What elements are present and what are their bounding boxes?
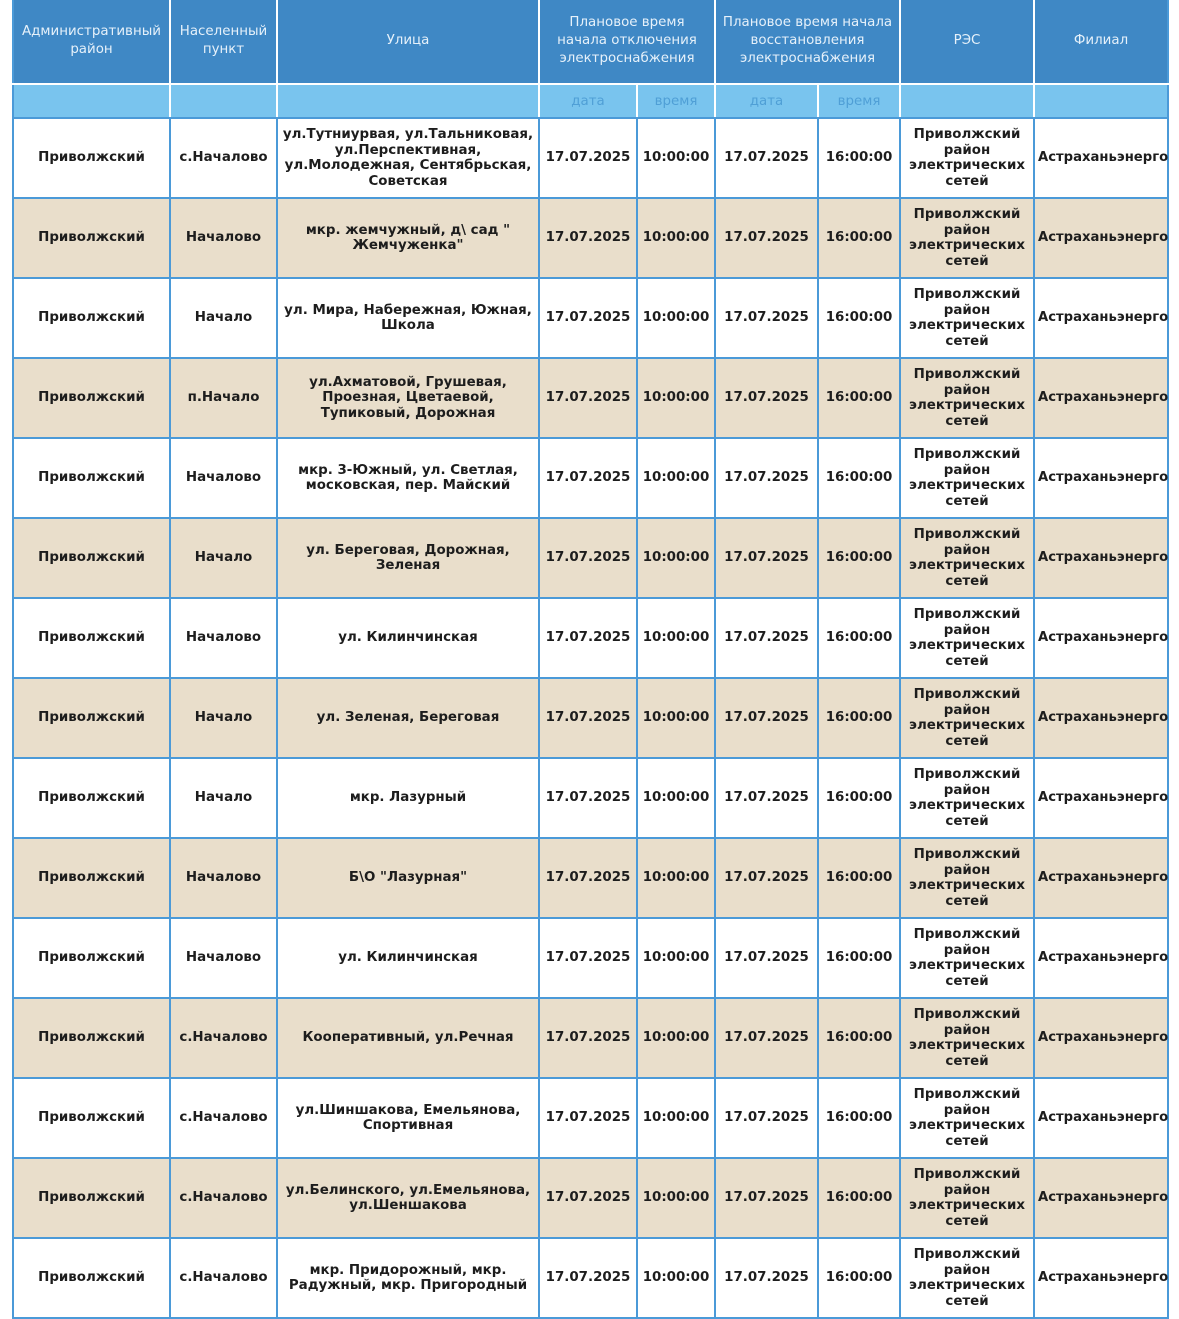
cell-restore-date: 17.07.2025 (715, 998, 818, 1078)
cell-off-date: 17.07.2025 (539, 438, 637, 518)
header-restore-start: Плановое время начала восстановления электроснабжения (715, 0, 900, 84)
cell-street: ул. Береговая, Дорожная, Зеленая (277, 518, 539, 598)
subheader-empty (1034, 84, 1168, 118)
cell-off-time: 10:00:00 (637, 918, 715, 998)
cell-district: Приволжский (13, 198, 170, 278)
cell-off-date: 17.07.2025 (539, 1238, 637, 1318)
cell-district: Приволжский (13, 518, 170, 598)
table-row (13, 278, 1168, 358)
cell-off-date: 17.07.2025 (539, 518, 637, 598)
cell-street: мкр. 3-Южный, ул. Светлая, московская, пер. Майский (277, 438, 539, 518)
table-row (13, 358, 1168, 438)
cell-off-time: 10:00:00 (637, 598, 715, 678)
cell-off-time: 10:00:00 (637, 998, 715, 1078)
cell-res: Приволжский район электрических сетей (900, 678, 1034, 758)
subheader-off-date: дата (539, 84, 637, 118)
subheader-empty (170, 84, 277, 118)
cell-off-time: 10:00:00 (637, 838, 715, 918)
cell-street: ул.Белинского, ул.Емельянова, ул.Шеншакова (277, 1158, 539, 1238)
cell-branch: Астраханьэнерго (1034, 1238, 1168, 1318)
cell-district: Приволжский (13, 358, 170, 438)
table-header (13, 0, 1168, 118)
header-row (13, 0, 1168, 84)
cell-street: ул. Зеленая, Береговая (277, 678, 539, 758)
cell-locality: Началово (170, 598, 277, 678)
cell-street: мкр. Придорожный, мкр. Радужный, мкр. Пригородный (277, 1238, 539, 1318)
cell-district: Приволжский (13, 1238, 170, 1318)
cell-res: Приволжский район электрических сетей (900, 358, 1034, 438)
cell-district: Приволжский (13, 278, 170, 358)
cell-locality: Начало (170, 678, 277, 758)
cell-restore-time: 16:00:00 (818, 918, 900, 998)
cell-off-time: 10:00:00 (637, 1238, 715, 1318)
table-row (13, 1158, 1168, 1238)
cell-branch: Астраханьэнерго (1034, 758, 1168, 838)
cell-off-date: 17.07.2025 (539, 678, 637, 758)
header-locality: Населенный пункт (170, 0, 277, 84)
cell-off-date: 17.07.2025 (539, 1078, 637, 1158)
cell-off-time: 10:00:00 (637, 438, 715, 518)
cell-branch: Астраханьэнерго (1034, 678, 1168, 758)
cell-locality: Начало (170, 278, 277, 358)
cell-street: Кооперативный, ул.Речная (277, 998, 539, 1078)
cell-restore-date: 17.07.2025 (715, 118, 818, 198)
cell-res: Приволжский район электрических сетей (900, 598, 1034, 678)
cell-off-time: 10:00:00 (637, 1158, 715, 1238)
subheader-empty (277, 84, 539, 118)
cell-branch: Астраханьэнерго (1034, 998, 1168, 1078)
subheader-empty (13, 84, 170, 118)
header-street: Улица (277, 0, 539, 84)
table-row (13, 1078, 1168, 1158)
cell-branch: Астраханьэнерго (1034, 1158, 1168, 1238)
cell-restore-date: 17.07.2025 (715, 198, 818, 278)
cell-restore-time: 16:00:00 (818, 678, 900, 758)
cell-off-time: 10:00:00 (637, 518, 715, 598)
cell-district: Приволжский (13, 1158, 170, 1238)
subheader-row (13, 84, 1168, 118)
cell-branch: Астраханьэнерго (1034, 1078, 1168, 1158)
cell-branch: Астраханьэнерго (1034, 278, 1168, 358)
cell-restore-time: 16:00:00 (818, 598, 900, 678)
header-district: Административный район (13, 0, 170, 84)
cell-restore-time: 16:00:00 (818, 358, 900, 438)
cell-locality: с.Началово (170, 118, 277, 198)
cell-district: Приволжский (13, 598, 170, 678)
table-row (13, 998, 1168, 1078)
cell-restore-time: 16:00:00 (818, 198, 900, 278)
cell-res: Приволжский район электрических сетей (900, 518, 1034, 598)
cell-district: Приволжский (13, 838, 170, 918)
subheader-restore-time: время (818, 84, 900, 118)
cell-res: Приволжский район электрических сетей (900, 1078, 1034, 1158)
cell-off-date: 17.07.2025 (539, 758, 637, 838)
cell-restore-date: 17.07.2025 (715, 678, 818, 758)
table-row (13, 118, 1168, 198)
cell-restore-time: 16:00:00 (818, 118, 900, 198)
cell-restore-date: 17.07.2025 (715, 518, 818, 598)
cell-street: мкр. Лазурный (277, 758, 539, 838)
subheader-restore-date: дата (715, 84, 818, 118)
cell-off-time: 10:00:00 (637, 1078, 715, 1158)
table-row (13, 198, 1168, 278)
cell-off-date: 17.07.2025 (539, 278, 637, 358)
cell-off-time: 10:00:00 (637, 678, 715, 758)
cell-restore-time: 16:00:00 (818, 998, 900, 1078)
outage-schedule-table (12, 0, 1169, 1319)
cell-restore-date: 17.07.2025 (715, 758, 818, 838)
cell-restore-time: 16:00:00 (818, 1078, 900, 1158)
cell-locality: Началово (170, 438, 277, 518)
cell-district: Приволжский (13, 1078, 170, 1158)
table-row (13, 838, 1168, 918)
cell-branch: Астраханьэнерго (1034, 518, 1168, 598)
cell-street: мкр. жемчужный, д\ сад " Жемчуженка" (277, 198, 539, 278)
cell-branch: Астраханьэнерго (1034, 198, 1168, 278)
cell-district: Приволжский (13, 438, 170, 518)
cell-branch: Астраханьэнерго (1034, 118, 1168, 198)
cell-res: Приволжский район электрических сетей (900, 758, 1034, 838)
cell-district: Приволжский (13, 918, 170, 998)
cell-off-date: 17.07.2025 (539, 838, 637, 918)
cell-street: ул.Тутниурвая, ул.Тальниковая, ул.Перспективная, ул.Молодежная, Сентябрьская, Советская (277, 118, 539, 198)
cell-branch: Астраханьэнерго (1034, 838, 1168, 918)
cell-off-time: 10:00:00 (637, 118, 715, 198)
cell-off-time: 10:00:00 (637, 278, 715, 358)
cell-branch: Астраханьэнерго (1034, 438, 1168, 518)
cell-res: Приволжский район электрических сетей (900, 278, 1034, 358)
cell-off-time: 10:00:00 (637, 198, 715, 278)
cell-restore-date: 17.07.2025 (715, 1238, 818, 1318)
cell-locality: Началово (170, 198, 277, 278)
cell-branch: Астраханьэнерго (1034, 918, 1168, 998)
cell-restore-date: 17.07.2025 (715, 438, 818, 518)
cell-street: ул. Килинчинская (277, 918, 539, 998)
cell-off-time: 10:00:00 (637, 758, 715, 838)
cell-locality: с.Началово (170, 1158, 277, 1238)
header-res: РЭС (900, 0, 1034, 84)
cell-restore-time: 16:00:00 (818, 758, 900, 838)
table-row (13, 1238, 1168, 1318)
cell-res: Приволжский район электрических сетей (900, 998, 1034, 1078)
cell-off-date: 17.07.2025 (539, 1158, 637, 1238)
cell-res: Приволжский район электрических сетей (900, 118, 1034, 198)
cell-street: Б\О "Лазурная" (277, 838, 539, 918)
subheader-empty (900, 84, 1034, 118)
cell-locality: с.Началово (170, 1238, 277, 1318)
cell-res: Приволжский район электрических сетей (900, 918, 1034, 998)
cell-restore-time: 16:00:00 (818, 438, 900, 518)
cell-restore-date: 17.07.2025 (715, 1158, 818, 1238)
subheader-off-time: время (637, 84, 715, 118)
cell-restore-time: 16:00:00 (818, 518, 900, 598)
cell-off-date: 17.07.2025 (539, 118, 637, 198)
cell-restore-time: 16:00:00 (818, 838, 900, 918)
cell-off-time: 10:00:00 (637, 358, 715, 438)
cell-branch: Астраханьэнерго (1034, 598, 1168, 678)
table-row (13, 438, 1168, 518)
table-row (13, 918, 1168, 998)
cell-restore-time: 16:00:00 (818, 1158, 900, 1238)
cell-district: Приволжский (13, 678, 170, 758)
cell-restore-date: 17.07.2025 (715, 598, 818, 678)
cell-restore-date: 17.07.2025 (715, 358, 818, 438)
cell-branch: Астраханьэнерго (1034, 358, 1168, 438)
cell-restore-time: 16:00:00 (818, 1238, 900, 1318)
cell-locality: с.Началово (170, 1078, 277, 1158)
cell-res: Приволжский район электрических сетей (900, 1158, 1034, 1238)
cell-off-date: 17.07.2025 (539, 198, 637, 278)
cell-locality: Началово (170, 838, 277, 918)
cell-res: Приволжский район электрических сетей (900, 198, 1034, 278)
cell-off-date: 17.07.2025 (539, 358, 637, 438)
cell-locality: Начало (170, 518, 277, 598)
cell-restore-time: 16:00:00 (818, 278, 900, 358)
cell-off-date: 17.07.2025 (539, 598, 637, 678)
cell-street: ул. Мира, Набережная, Южная, Школа (277, 278, 539, 358)
table-row (13, 598, 1168, 678)
cell-street: ул. Килинчинская (277, 598, 539, 678)
cell-res: Приволжский район электрических сетей (900, 838, 1034, 918)
header-off-start: Плановое время начала отключения электроснабжения (539, 0, 715, 84)
cell-locality: Началово (170, 918, 277, 998)
cell-district: Приволжский (13, 118, 170, 198)
cell-street: ул.Ахматовой, Грушевая, Проезная, Цветаевой, Тупиковый, Дорожная (277, 358, 539, 438)
cell-off-date: 17.07.2025 (539, 918, 637, 998)
cell-locality: п.Начало (170, 358, 277, 438)
cell-locality: Начало (170, 758, 277, 838)
table-row (13, 678, 1168, 758)
table-row (13, 758, 1168, 838)
header-branch: Филиал (1034, 0, 1168, 84)
cell-restore-date: 17.07.2025 (715, 278, 818, 358)
table-row (13, 518, 1168, 598)
cell-locality: с.Началово (170, 998, 277, 1078)
cell-res: Приволжский район электрических сетей (900, 1238, 1034, 1318)
cell-off-date: 17.07.2025 (539, 998, 637, 1078)
cell-district: Приволжский (13, 998, 170, 1078)
cell-restore-date: 17.07.2025 (715, 1078, 818, 1158)
cell-restore-date: 17.07.2025 (715, 918, 818, 998)
cell-res: Приволжский район электрических сетей (900, 438, 1034, 518)
cell-district: Приволжский (13, 758, 170, 838)
cell-street: ул.Шиншакова, Емельянова, Спортивная (277, 1078, 539, 1158)
cell-restore-date: 17.07.2025 (715, 838, 818, 918)
table-body (13, 118, 1168, 1318)
